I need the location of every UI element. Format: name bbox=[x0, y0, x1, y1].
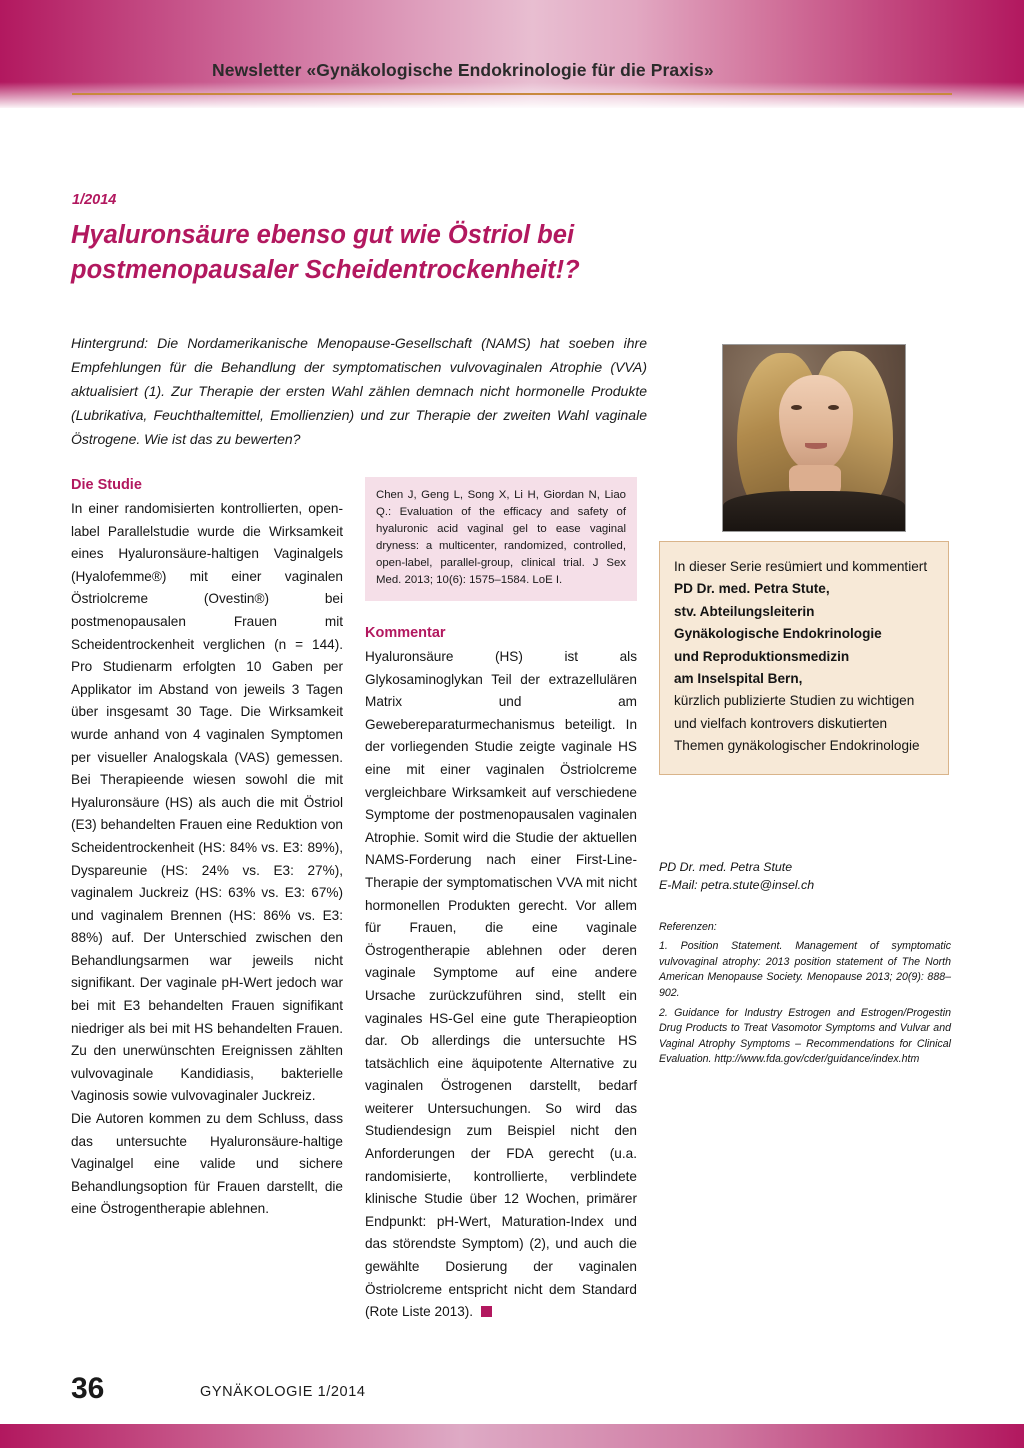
study-conclusion: Die Autoren kommen zu dem Schluss, dass das untersuchte Hyaluronsäure-haltige Vaginalgel eine valide und sichere Behandlungsoption für Frauen darstellt, die eine Östrogentherapie ablehnen. bbox=[71, 1111, 343, 1217]
comment-body bbox=[365, 646, 637, 1324]
lead-paragraph: Hintergrund: Die Nordamerikanische Menopause-Gesellschaft (NAMS) hat soeben ihre Empfehlungen für die Behandlung der symptomatischen vulvovaginalen Atrophie (VVA) aktualisiert (1). Zur Therapie der ersten Wahl zählen demnach nicht hormonelle Produkte (Lubrikativa, Feuchthaltemittel, Emollienzien) und zur Therapie der zweiten Wahl vaginale Östrogene. Wie ist das zu bewerten? bbox=[71, 335, 647, 447]
contact-email[interactable]: E-Mail: petra.stute@insel.ch bbox=[659, 878, 815, 892]
series-tail-text: kürzlich publizierte Studien zu wichtigen und vielfach kontrovers diskutierten Themen gynäkologischer Endokrinologie bbox=[674, 693, 920, 754]
series-info-box bbox=[659, 541, 949, 775]
reference-item-2: 2. Guidance for Industry Estrogen and Estrogen/Progestin Drug Products to Treat Vasomotor Symptoms and Vulvar and Vaginal Atrophy Symptoms – Recommendations for Clinical Evaluation. http://www.fda.gov/cder/guidance/index.htm bbox=[659, 1007, 951, 1066]
references-block bbox=[659, 920, 951, 1073]
contact-name: PD Dr. med. Petra Stute bbox=[659, 860, 793, 874]
comment-text: Hyaluronsäure (HS) ist als Glykosaminoglykan Teil der extrazellulären Matrix und am Gewebereparaturmechanismus beteiligt. In der vorliegenden Studie zeigte vaginale HS eine mit einer vaginalen Östriolcreme vergleichbare Wirksamkeit auf verschiedene Symptome der postmenopausalen vaginalen Atrophie. Somit wird die Studie der aktuellen NAMS-Forderung nach einer First-Line-Therapie der symptomatischen VVA mit nicht hormonellen Produkten gerecht. Vor allem für Frauen, die eine vaginale Östrogentherapie ablehnen oder deren vaginale Symptome auf eine andere Ursache zurückzuführen sind, stellt ein vaginales HS-Gel eine gute Therapieoption dar. Ob allerdings die untersuchte HS tatsächlich eine äquipotente Alternative zu vaginalen Östrogenen darstellt, bedarf weiterer Untersuchungen. So wird das Studiendesign zum Beispiel nicht den Anforderungen der FDA gerecht (u.a. randomisierte, kontrollierte, verblindete klinische Studie über 12 Wochen, primärer Endpunkt: pH-Wert, Maturation-Index und das störendste Symptom) (2), und auch die gewählte Dosierung der vaginalen Östriolcreme entspricht nicht dem Standard (Rote Liste 2013). bbox=[365, 649, 637, 1320]
page-footer-band bbox=[0, 1424, 1024, 1448]
author-contact bbox=[659, 858, 949, 894]
page-number: 36 bbox=[71, 1372, 105, 1405]
references-title: Referenzen: bbox=[659, 921, 717, 933]
series-author-role-2: Gynäkologische Endokrinologie bbox=[674, 626, 882, 642]
page-title: Hyaluronsäure ebenso gut wie Östriol bei postmenopausaler Scheidentrockenheit!? bbox=[71, 221, 580, 284]
citation-box: Chen J, Geng L, Song X, Li H, Giordan N, Liao Q.: Evaluation of the efficacy and safety of hyaluronic acid vaginal gel to ease vaginal dryness: a multicenter, randomized, controlled, open-label, parallel-group, clinical trial. J Sex Med. 2013; 10(6): 1575–1584. LoE I. bbox=[365, 477, 637, 601]
author-portrait bbox=[722, 344, 906, 532]
study-body: In einer randomisierten kontrollierten, open-label Parallelstudie wurde die Wirksamkeit eines Hyaluronsäure-haltigen Vaginalgels (Hyalofemme®) mit einer vaginalen Östriolcreme (Ovestin®) bei postmenopausalen Frauen mit Scheidentrockenheit verglichen (n = 144). Pro Studienarm erfolgten 10 Gaben per Applikator im Abstand von jeweils 3 Tagen über insgesamt 30 Tage. Die Wirksamkeit wurde anhand von 4 vaginalen Symptomen per visueller Analogskala (VAS) gemessen. Bei Therapieende wiesen sowohl die mit Hyaluronsäure (HS) als auch die mit Östriol (E3) behandelten Frauen eine Reduktion von Scheidentrockenheit (HS: 84% vs. E3: 89%), Dyspareunie (HS: 24% vs. E3: 27%), vaginalem Juckreiz (HS: 63% vs. E3: 67%) und vaginalem Brennen (HS: 86% vs. E3: 88%) auf. Der Unterschied zwischen den Behandlungsarmen war jeweils nicht signifikant. Der vaginale pH-Wert jedoch war bei mit E3 behandelten Frauen signifikant niedriger als bei mit HS behandelten Frauen. Zu den unerwünschten Ereignissen zählten vulvovaginale Kandidiasis, bakterielle Vaginosis sowie vulvovaginaler Juckreiz. bbox=[71, 501, 343, 1104]
issue-label: 1/2014 bbox=[72, 192, 117, 208]
series-author-role-3: und Reproduktionsmedizin bbox=[674, 648, 850, 664]
page-header-band bbox=[0, 0, 1024, 108]
journal-footer: GYNÄKOLOGIE 1/2014 bbox=[200, 1384, 366, 1400]
header-divider bbox=[72, 93, 952, 95]
column-left bbox=[71, 477, 343, 1221]
newsletter-title: Newsletter «Gynäkologische Endokrinologie für die Praxis» bbox=[212, 60, 714, 80]
series-author-name: PD Dr. med. Petra Stute, bbox=[674, 581, 830, 597]
series-intro: In dieser Serie resümiert und kommentiert bbox=[674, 559, 928, 574]
section-heading-study: Die Studie bbox=[71, 477, 142, 493]
column-middle bbox=[365, 477, 637, 1324]
reference-item-1: 1. Position Statement. Management of symptomatic vulvovaginal atrophy: 2013 position statement of The North American Menopause Society. Menopause 2013; 20(9): 888–902. bbox=[659, 940, 951, 999]
end-of-article-square bbox=[481, 1306, 492, 1317]
series-author-role-1: stv. Abteilungsleiterin bbox=[674, 603, 815, 619]
series-author-role-4: am Inselspital Bern, bbox=[674, 671, 803, 687]
section-heading-comment: Kommentar bbox=[365, 625, 446, 641]
